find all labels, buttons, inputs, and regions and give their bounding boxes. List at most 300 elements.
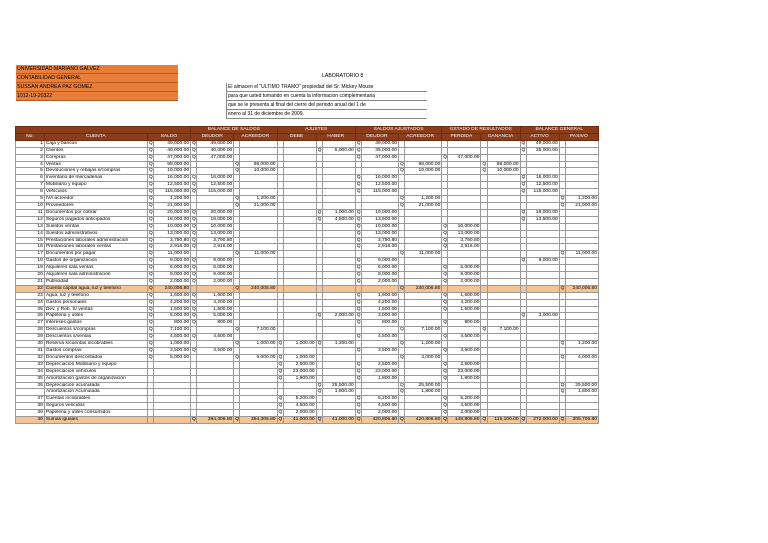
currency-cell: Q <box>521 182 526 188</box>
currency-cell: Q <box>560 354 565 360</box>
amount-cell <box>197 361 234 368</box>
section-header: ESTADO DE RESULTADOS <box>442 127 520 134</box>
account-name: Alquileres sala ventas <box>44 265 147 272</box>
account-name: Descuentos s/ventas <box>44 334 147 341</box>
amount-cell: 23,000.00 <box>361 368 398 375</box>
amount-cell <box>487 189 520 196</box>
amount-cell: 9,000.00 <box>153 258 190 265</box>
amount-cell <box>487 375 520 382</box>
currency-cell: Q <box>235 168 240 174</box>
amount-cell <box>565 375 598 382</box>
amount-cell <box>448 327 481 334</box>
currency-cell: Q <box>356 175 361 181</box>
amount-cell <box>565 299 598 306</box>
note-line: El almacen el "ULTIMO TRAMO" propiedad del Sr. Mickey Mouse <box>227 83 427 92</box>
currency-cell: Q <box>317 216 322 222</box>
amount-cell: 4,500.00 <box>361 334 398 341</box>
amount-cell <box>322 237 355 244</box>
currency-cell: Q <box>192 348 196 353</box>
amount-cell: 5,000.00 <box>197 313 234 320</box>
amount-cell: 41,000.00 <box>283 417 316 424</box>
table-row <box>16 209 599 216</box>
amount-cell <box>240 244 277 251</box>
amount-cell <box>565 230 598 237</box>
amount-cell <box>240 375 277 382</box>
amount-cell: 5,000.00 <box>153 313 190 320</box>
table-row <box>16 272 599 279</box>
column-header: SALDO <box>147 133 190 140</box>
currency-cell: Q <box>400 417 404 423</box>
amount-cell <box>448 258 481 265</box>
amount-cell: 1,200.00 <box>565 196 598 203</box>
amount-cell: 25,500.00 <box>405 382 442 389</box>
amount-cell: 16,000.00 <box>361 175 398 182</box>
amount-cell <box>487 223 520 230</box>
amount-cell: 19,000.00 <box>361 209 398 216</box>
table-row <box>16 320 599 327</box>
amount-cell: 2,000.00 <box>448 410 481 417</box>
amount-cell: 35,000.00 <box>361 147 398 154</box>
amount-cell <box>487 265 520 272</box>
currency-cell: Q <box>356 140 361 146</box>
amount-cell <box>405 410 442 417</box>
currency-cell: Q <box>148 306 153 312</box>
account-name: Depreciacion Mobiliario y equipo <box>44 361 147 368</box>
currency-cell: Q <box>148 202 153 208</box>
currency-cell: Q <box>148 272 153 278</box>
amount-cell: 2,000.00 <box>361 410 398 417</box>
amount-cell: 3,790.80 <box>361 237 398 244</box>
account-name: Amortizacion gastos de organización <box>44 375 147 382</box>
amount-cell <box>565 147 598 154</box>
currency-cell: Q <box>278 410 283 416</box>
amount-cell: 6,000.00 <box>448 265 481 272</box>
amount-cell <box>405 140 442 147</box>
table-row <box>16 348 599 355</box>
amount-cell: 11,000.00 <box>565 251 598 258</box>
currency-cell: Q <box>400 285 404 291</box>
currency-cell: Q <box>278 368 283 374</box>
amount-cell: 12,500.00 <box>361 182 398 189</box>
amount-cell <box>565 272 598 279</box>
amount-cell: 25,500.00 <box>565 382 598 389</box>
currency-cell: Q <box>482 327 487 333</box>
amount-cell <box>487 272 520 279</box>
amount-cell <box>322 292 355 299</box>
amount-cell <box>322 299 355 306</box>
amount-cell <box>283 285 316 292</box>
amount-cell <box>197 341 234 348</box>
amount-cell: 21,000.00 <box>153 202 190 209</box>
amount-cell: 3,500.00 <box>153 348 190 355</box>
amount-cell <box>565 278 598 285</box>
amount-cell <box>283 168 316 175</box>
amount-cell: 13,500.00 <box>526 216 559 223</box>
table-row <box>16 292 599 299</box>
amount-cell: 10,000.00 <box>153 168 190 175</box>
row-number: 35 <box>16 375 45 382</box>
amount-cell <box>405 313 442 320</box>
row-number: 30 <box>16 341 45 348</box>
currency-cell: Q <box>192 244 196 250</box>
amount-cell: 7,100.00 <box>487 327 520 334</box>
row-number: 17 <box>16 251 45 258</box>
account-name: Compras <box>44 154 147 161</box>
currency-cell: Q <box>192 265 196 271</box>
amount-cell <box>283 306 316 313</box>
column-header: DEUDOR <box>191 133 234 140</box>
currency-cell: Q <box>235 161 240 167</box>
table-row <box>16 417 599 424</box>
amount-cell <box>240 361 277 368</box>
amount-cell: 5,000.00 <box>240 354 277 361</box>
currency-cell: Q <box>148 320 153 326</box>
account-name: Publicidad <box>44 278 147 285</box>
currency-cell: Q <box>482 417 487 423</box>
amount-cell <box>405 368 442 375</box>
currency-cell: Q <box>148 161 153 167</box>
amount-cell <box>526 237 559 244</box>
amount-cell <box>405 403 442 410</box>
amount-cell <box>283 272 316 279</box>
amount-cell <box>197 161 234 168</box>
amount-cell: 49,000.00 <box>153 140 190 147</box>
amount-cell: 3,790.80 <box>448 237 481 244</box>
amount-cell: 2,500.00 <box>283 361 316 368</box>
currency-cell: Q <box>400 341 404 347</box>
currency-cell: Q <box>148 278 153 284</box>
amount-cell <box>240 237 277 244</box>
amount-cell <box>405 348 442 355</box>
note-line: que se le presenta al final del cierre del periodo anual del 1 de <box>227 101 427 110</box>
currency-cell: Q <box>443 230 448 236</box>
currency-cell: Q <box>560 417 565 423</box>
amount-cell: 1,200.00 <box>153 196 190 203</box>
amount-cell: 13,000.00 <box>448 230 481 237</box>
currency-cell: Q <box>443 396 448 402</box>
amount-cell <box>283 154 316 161</box>
currency-cell: Q <box>192 320 196 326</box>
amount-cell <box>240 230 277 237</box>
currency-cell: Q <box>148 313 153 319</box>
amount-cell <box>526 410 559 417</box>
amount-cell <box>322 334 355 341</box>
currency-cell: Q <box>148 327 153 333</box>
amount-cell <box>526 361 559 368</box>
amount-cell: 4,500.00 <box>448 334 481 341</box>
info-line-course: CONTABILIDAD GENERAL <box>16 74 178 83</box>
amount-cell <box>526 382 559 389</box>
account-name: Documentos descontados <box>44 354 147 361</box>
amount-cell: 5,000.00 <box>322 147 355 154</box>
currency-cell: Q <box>317 341 322 347</box>
amount-cell: 1,000.00 <box>240 341 277 348</box>
amount-cell: 2,000.00 <box>322 313 355 320</box>
amount-cell <box>526 334 559 341</box>
amount-cell <box>240 265 277 272</box>
amount-cell <box>283 265 316 272</box>
column-header: PERDIDA <box>442 133 481 140</box>
amount-cell <box>448 354 481 361</box>
amount-cell <box>322 396 355 403</box>
currency-cell: Q <box>356 320 361 326</box>
account-name: Mobiliario y equipo <box>44 182 147 189</box>
row-number: 4 <box>16 161 45 168</box>
amount-cell <box>487 140 520 147</box>
currency-cell: Q <box>148 244 153 250</box>
currency-cell: Q <box>192 306 196 312</box>
amount-cell <box>487 237 520 244</box>
row-number: 39 <box>16 410 45 417</box>
amount-cell: 305,706.80 <box>565 417 598 424</box>
amount-cell: 35,000.00 <box>526 147 559 154</box>
amount-cell: 1,200.00 <box>405 196 442 203</box>
amount-cell: 20,000.00 <box>153 209 190 216</box>
account-name: Depreciacion vehiculos <box>44 368 147 375</box>
amount-cell <box>240 299 277 306</box>
row-number: 15 <box>16 237 45 244</box>
row-number: 20 <box>16 272 45 279</box>
currency-cell: Q <box>192 230 196 236</box>
amount-cell: 6,000.00 <box>153 265 190 272</box>
amount-cell <box>405 299 442 306</box>
account-name: Caja y bancos <box>44 140 147 147</box>
amount-cell: 2,916.00 <box>197 244 234 251</box>
amount-cell <box>526 389 559 396</box>
amount-cell <box>322 265 355 272</box>
amount-cell <box>405 258 442 265</box>
amount-cell <box>405 175 442 182</box>
amount-cell: 1,500.00 <box>448 306 481 313</box>
table-row <box>16 161 599 168</box>
currency-cell: Q <box>148 196 153 202</box>
amount-cell: 10,000.00 <box>197 223 234 230</box>
amount-cell: 7,100.00 <box>240 327 277 334</box>
amount-cell <box>283 202 316 209</box>
amount-cell <box>240 334 277 341</box>
table-row <box>16 361 599 368</box>
row-number: 18 <box>16 258 45 265</box>
amount-cell <box>448 182 481 189</box>
amount-cell: 9,000.00 <box>153 272 190 279</box>
currency-cell: Q <box>443 223 448 229</box>
amount-cell <box>526 244 559 251</box>
currency-cell: Q <box>148 147 153 153</box>
amount-cell <box>153 361 190 368</box>
currency-cell: Q <box>192 182 196 188</box>
amount-cell: 240,006.80 <box>153 285 190 292</box>
amount-cell <box>197 327 234 334</box>
amount-cell <box>526 230 559 237</box>
currency-cell: Q <box>443 292 448 298</box>
amount-cell <box>487 182 520 189</box>
amount-cell <box>322 361 355 368</box>
amount-cell <box>565 313 598 320</box>
amount-cell <box>283 175 316 182</box>
currency-cell: Q <box>521 258 526 264</box>
amount-cell <box>526 223 559 230</box>
currency-cell: Q <box>356 265 361 271</box>
amount-cell <box>526 306 559 313</box>
account-name: Papeleria y utiles consumidos <box>44 410 147 417</box>
amount-cell <box>322 272 355 279</box>
currency-cell: Q <box>356 278 361 284</box>
column-header: HABER <box>316 133 355 140</box>
amount-cell <box>487 382 520 389</box>
amount-cell <box>283 292 316 299</box>
row-number: 23 <box>16 292 45 299</box>
amount-cell <box>487 306 520 313</box>
amount-cell <box>448 216 481 223</box>
amount-cell: 13,500.00 <box>361 216 398 223</box>
amount-cell <box>448 175 481 182</box>
amount-cell: 1,600.00 <box>153 292 190 299</box>
amount-cell <box>322 258 355 265</box>
amount-cell: 2,000.00 <box>197 278 234 285</box>
row-number: 7 <box>16 182 45 189</box>
amount-cell: 49,000.00 <box>361 140 398 147</box>
amount-cell <box>240 410 277 417</box>
amount-cell <box>240 368 277 375</box>
amount-cell <box>322 306 355 313</box>
amount-cell <box>448 389 481 396</box>
amount-cell <box>322 182 355 189</box>
row-number: 14 <box>16 230 45 237</box>
table-row <box>16 278 599 285</box>
table-row <box>16 334 599 341</box>
currency-cell: Q <box>356 361 361 367</box>
table-row <box>16 327 599 334</box>
amount-cell <box>283 196 316 203</box>
table-row <box>16 244 599 251</box>
currency-cell: Q <box>317 417 322 423</box>
amount-cell <box>448 202 481 209</box>
amount-cell <box>565 327 598 334</box>
amount-cell <box>526 292 559 299</box>
amount-cell <box>322 354 355 361</box>
amount-cell <box>526 375 559 382</box>
account-name: Cuenta capital agua, luz y telefono <box>44 285 147 292</box>
amount-cell: 240,006.80 <box>405 285 442 292</box>
currency-cell: Q <box>443 361 448 367</box>
currency-cell: Q <box>482 161 487 167</box>
problem-statement <box>226 83 427 119</box>
amount-cell: 4,500.00 <box>448 403 481 410</box>
column-header: ACTIVO <box>520 133 559 140</box>
table-row <box>16 265 599 272</box>
currency-cell: Q <box>443 403 448 409</box>
table-row <box>16 341 599 348</box>
amount-cell <box>240 216 277 223</box>
currency-cell: Q <box>235 196 240 202</box>
currency-cell: Q <box>192 140 196 146</box>
amount-cell: 16,000.00 <box>197 175 234 182</box>
currency-cell: Q <box>317 389 322 395</box>
currency-cell: Q <box>317 147 322 153</box>
amount-cell <box>283 147 316 154</box>
account-name: Papeleria y utiles <box>44 313 147 320</box>
amount-cell: 19,000.00 <box>526 209 559 216</box>
amount-cell <box>283 223 316 230</box>
amount-cell <box>197 410 234 417</box>
amount-cell: 49,000.00 <box>526 140 559 147</box>
table-row <box>16 147 599 154</box>
amount-cell <box>240 175 277 182</box>
info-line-university: UNIVERSIDAD MARIANO GALVEZ <box>16 65 178 74</box>
amount-cell <box>487 196 520 203</box>
currency-cell: Q <box>148 223 153 229</box>
account-name: Vehiculos <box>44 189 147 196</box>
amount-cell: 98,000.00 <box>405 161 442 168</box>
amount-cell <box>405 292 442 299</box>
currency-cell: Q <box>521 175 526 181</box>
amount-cell <box>322 202 355 209</box>
account-name: Sumas iguales <box>44 417 147 424</box>
amount-cell <box>405 154 442 161</box>
amount-cell <box>526 202 559 209</box>
amount-cell: 9,000.00 <box>448 272 481 279</box>
currency-cell: Q <box>521 209 526 215</box>
amount-cell <box>153 382 190 389</box>
amount-cell <box>487 320 520 327</box>
column-header: DEUDOR <box>355 133 398 140</box>
currency-cell: Q <box>148 175 153 181</box>
amount-cell <box>448 161 481 168</box>
amount-cell <box>322 368 355 375</box>
amount-cell <box>322 285 355 292</box>
amount-cell: 272,000.00 <box>526 417 559 424</box>
currency-cell: Q <box>235 285 240 291</box>
currency-cell: Q <box>521 140 526 146</box>
amount-cell: 12,500.00 <box>197 182 234 189</box>
row-number: 19 <box>16 265 45 272</box>
amount-cell <box>322 140 355 147</box>
currency-cell: Q <box>400 202 404 208</box>
amount-cell <box>405 375 442 382</box>
currency-cell: Q <box>443 320 448 326</box>
currency-cell: Q <box>521 216 526 222</box>
amount-cell <box>197 375 234 382</box>
amount-cell <box>565 361 598 368</box>
currency-cell: Q <box>443 299 448 305</box>
currency-cell: Q <box>443 375 448 381</box>
currency-cell: Q <box>560 251 565 257</box>
amount-cell: 10,000.00 <box>240 168 277 175</box>
amount-cell <box>448 168 481 175</box>
currency-cell: Q <box>521 147 526 153</box>
amount-cell <box>565 209 598 216</box>
table-row <box>16 189 599 196</box>
amount-cell <box>153 417 190 424</box>
amount-cell: 2,916.00 <box>153 244 190 251</box>
currency-cell: Q <box>148 348 153 353</box>
table-row <box>16 223 599 230</box>
amount-cell <box>405 230 442 237</box>
amount-cell <box>322 230 355 237</box>
table-row <box>16 375 599 382</box>
amount-cell <box>405 182 442 189</box>
currency-cell: Q <box>235 341 240 347</box>
amount-cell <box>283 389 316 396</box>
amount-cell <box>487 389 520 396</box>
amount-cell <box>240 348 277 355</box>
lab-title: LABORATORIO 8 <box>322 73 364 79</box>
currency-cell: Q <box>148 258 153 264</box>
amount-cell <box>405 272 442 279</box>
table-row <box>16 403 599 410</box>
amount-cell <box>487 341 520 348</box>
row-number: 28 <box>16 327 45 334</box>
